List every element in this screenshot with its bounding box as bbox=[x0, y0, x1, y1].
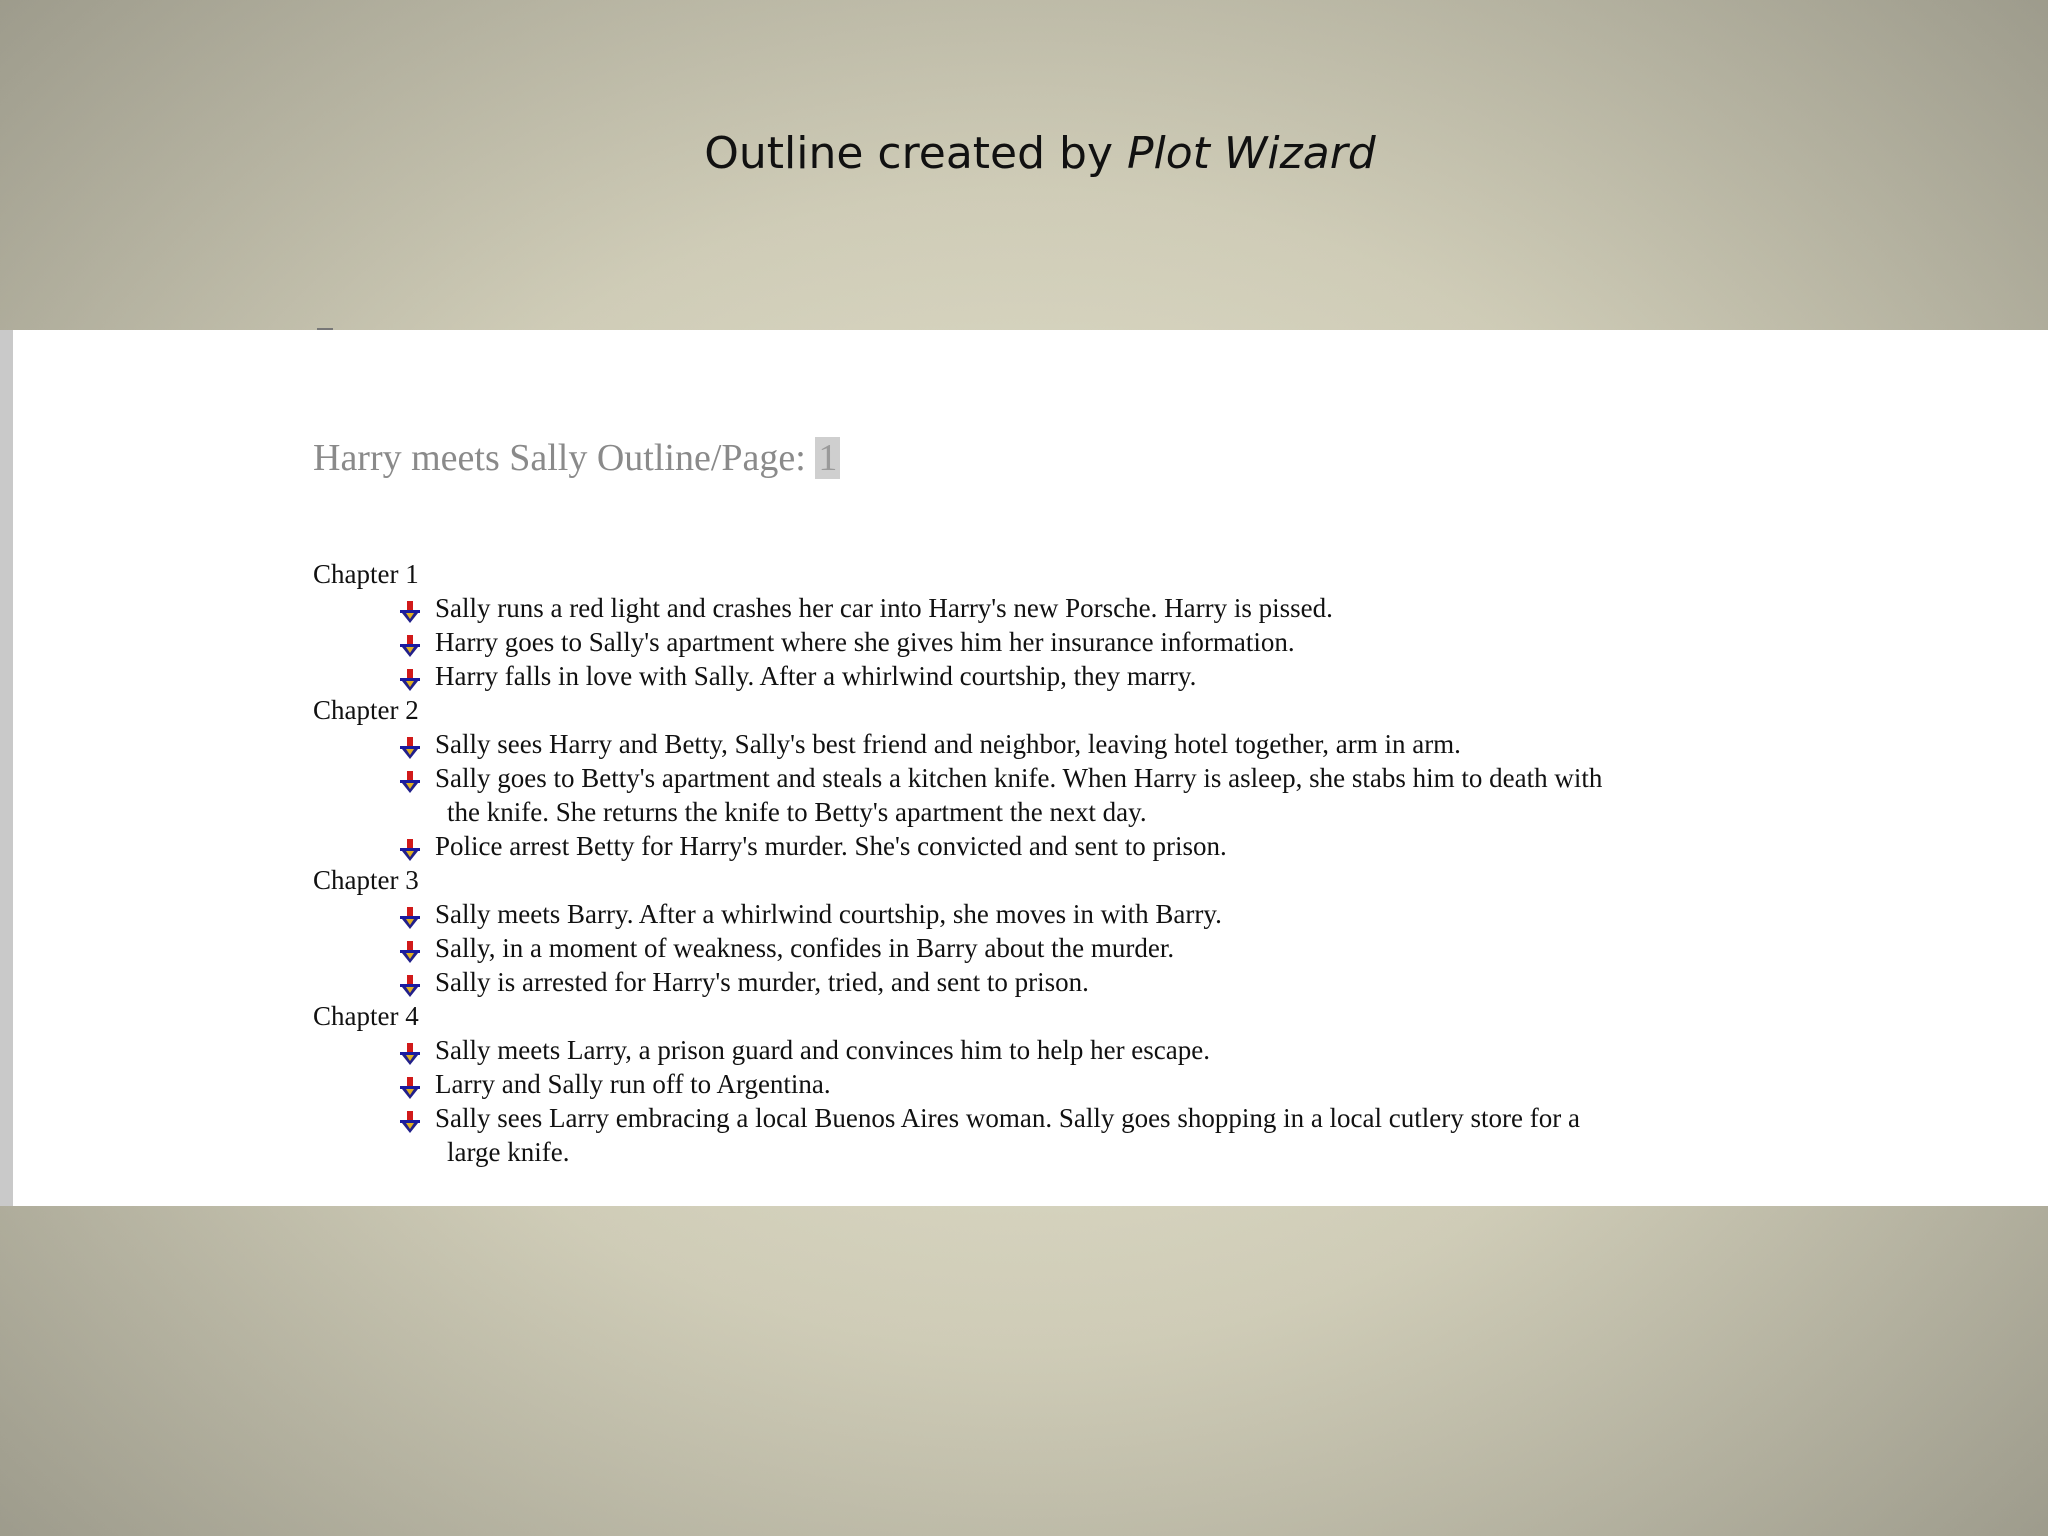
chapter-heading: Chapter 2 bbox=[313, 695, 419, 725]
event-item bbox=[313, 1033, 1753, 1067]
event-text: Sally sees Harry and Betty, Sally's best friend and neighbor, leaving hotel together, arm in arm. bbox=[435, 729, 1461, 759]
arrow-down-bullet-icon bbox=[398, 971, 422, 993]
event-text: Sally meets Barry. After a whirlwind courtship, she moves in with Barry. bbox=[435, 899, 1222, 929]
slide-title bbox=[0, 128, 2048, 181]
event-item bbox=[313, 1067, 1753, 1101]
page-number: 1 bbox=[815, 437, 840, 479]
document-header bbox=[313, 436, 840, 480]
arrow-down-bullet-icon bbox=[398, 1107, 422, 1129]
header-text: Harry meets Sally Outline/Page: bbox=[313, 437, 816, 479]
event-text: Police arrest Betty for Harry's murder. She's convicted and sent to prison. bbox=[435, 831, 1227, 861]
event-item bbox=[313, 727, 1753, 761]
chapter-events bbox=[313, 1033, 1753, 1169]
chapter-heading: Chapter 3 bbox=[313, 865, 419, 895]
chapter-events bbox=[313, 897, 1753, 999]
event-item bbox=[313, 829, 1753, 863]
chapter-heading: Chapter 4 bbox=[313, 1001, 419, 1031]
event-text: Sally runs a red light and crashes her car into Harry's new Porsche. Harry is pissed. bbox=[435, 593, 1333, 623]
document-screenshot bbox=[0, 330, 2048, 1206]
event-item bbox=[313, 931, 1753, 965]
arrow-down-bullet-icon bbox=[398, 665, 422, 687]
event-text: Larry and Sally run off to Argentina. bbox=[435, 1069, 831, 1099]
arrow-down-bullet-icon bbox=[398, 631, 422, 653]
event-text-continued: large knife. bbox=[447, 1137, 570, 1167]
event-item bbox=[313, 625, 1753, 659]
event-item bbox=[313, 965, 1753, 999]
event-text: Sally meets Larry, a prison guard and convinces him to help her escape. bbox=[435, 1035, 1210, 1065]
arrow-down-bullet-icon bbox=[398, 767, 422, 789]
event-item bbox=[313, 761, 1753, 829]
arrow-down-bullet-icon bbox=[398, 937, 422, 959]
event-item bbox=[313, 897, 1753, 931]
arrow-down-bullet-icon bbox=[398, 1073, 422, 1095]
chapter-heading: Chapter 1 bbox=[313, 559, 419, 589]
event-text: Sally is arrested for Harry's murder, tried, and sent to prison. bbox=[435, 967, 1089, 997]
event-text: Sally, in a moment of weakness, confides in Barry about the murder. bbox=[435, 933, 1175, 963]
chapter-events bbox=[313, 591, 1753, 693]
event-item bbox=[313, 659, 1753, 693]
event-text: Sally sees Larry embracing a local Buenos Aires woman. Sally goes shopping in a local cutlery store for a bbox=[435, 1103, 1580, 1133]
cursor-mark bbox=[317, 328, 333, 330]
outline bbox=[313, 557, 1753, 1169]
event-text: Sally goes to Betty's apartment and steals a kitchen knife. When Harry is asleep, she stabs him to death with bbox=[435, 763, 1603, 793]
event-text-continued: the knife. She returns the knife to Betty's apartment the next day. bbox=[447, 797, 1147, 827]
arrow-down-bullet-icon bbox=[398, 835, 422, 857]
slide-title-text: Outline created by bbox=[704, 128, 1127, 179]
event-text: Harry falls in love with Sally. After a whirlwind courtship, they marry. bbox=[435, 661, 1197, 691]
arrow-down-bullet-icon bbox=[398, 597, 422, 619]
arrow-down-bullet-icon bbox=[398, 1039, 422, 1061]
event-item bbox=[313, 591, 1753, 625]
event-item bbox=[313, 1101, 1753, 1169]
slide-title-italic: Plot Wizard bbox=[1126, 128, 1376, 179]
event-text: Harry goes to Sally's apartment where she gives him her insurance information. bbox=[435, 627, 1295, 657]
chapter-events bbox=[313, 727, 1753, 863]
arrow-down-bullet-icon bbox=[398, 903, 422, 925]
arrow-down-bullet-icon bbox=[398, 733, 422, 755]
